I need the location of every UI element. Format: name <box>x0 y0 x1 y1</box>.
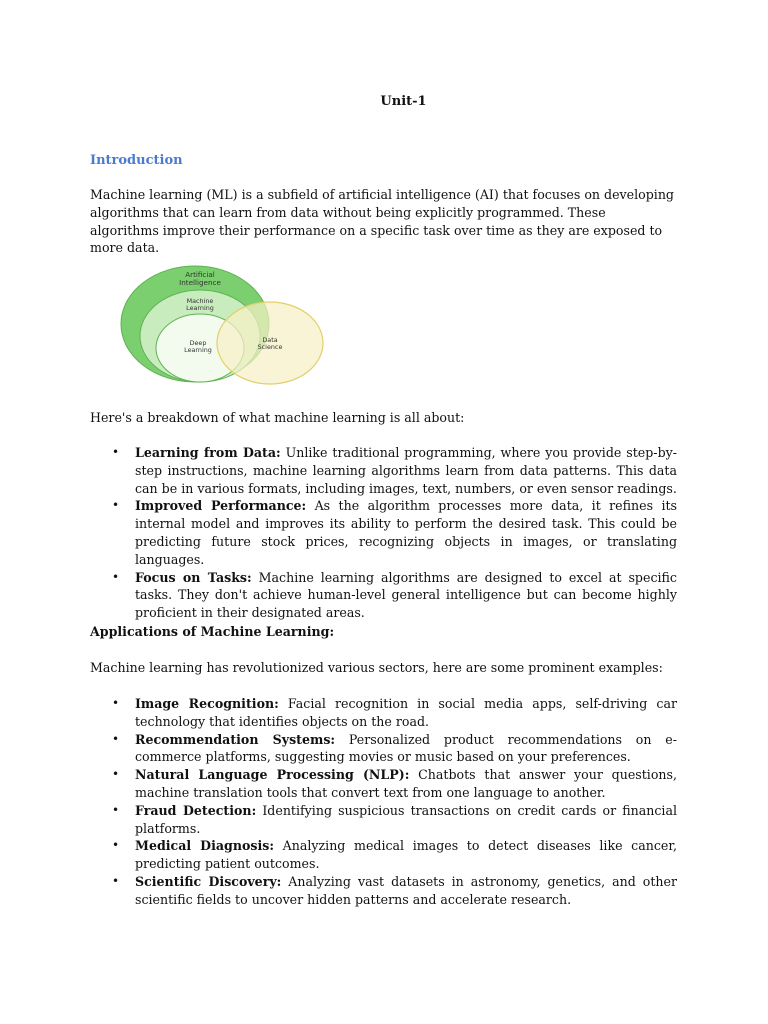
list-item-text: Unlike traditional programming, where you provide step-by-step instructions, machine learning algorithms learn from data patterns. This data can be in various formats, including images, text, numbers, or even sensor readings. <box>135 445 677 496</box>
ds-label-line1: Data <box>262 336 278 344</box>
bullet-icon: • <box>112 445 120 459</box>
list-item <box>90 837 677 873</box>
applications-intro: Machine learning has revolutionized various sectors, here are some prominent examples: <box>90 660 663 675</box>
list-item <box>90 569 677 622</box>
intro-paragraph: Machine learning (ML) is a subfield of artificial intelligence (AI) that focuses on developing algorithms that can learn from data without being explicitly programmed. These algorithms improve their performance on a specific task over time as they are exposed to more data. <box>90 187 674 256</box>
ml-label-line2: Learning <box>186 304 214 312</box>
breakdown-intro: Here's a breakdown of what machine learning is all about: <box>90 410 465 425</box>
list-item-term: Improved Performance: <box>135 498 307 514</box>
list-item-text: Personalized product recommendations on e-commerce platforms, suggesting movies or music based on your preferences. <box>135 731 677 765</box>
breakdown-list <box>90 444 677 622</box>
list-item-text: Facial recognition in social media apps, self-driving car technology that identifies objects on the road. <box>135 696 677 729</box>
list-item <box>90 444 677 497</box>
list-item-text: Chatbots that answer your questions, machine translation tools that convert text from one language to another. <box>135 767 677 800</box>
list-item-text: Analyzing vast datasets in astronomy, genetics, and other scientific fields to uncover hidden patterns and accelerate research. <box>135 873 678 907</box>
list-item-term: Scientific Discovery: <box>135 873 282 889</box>
bullet-icon: • <box>112 873 120 888</box>
list-item <box>90 873 677 909</box>
bullet-icon: • <box>112 498 120 513</box>
dl-label-line1: Deep <box>189 339 207 347</box>
ai-label-line2: Intelligence <box>179 278 221 287</box>
list-item <box>90 497 677 568</box>
list-item-term: Natural Language Processing (NLP): <box>135 767 410 783</box>
ds-label-line2: Science <box>257 343 283 351</box>
list-item-term: Recommendation Systems: <box>135 731 336 747</box>
list-item <box>90 731 677 767</box>
bullet-icon: • <box>112 802 120 817</box>
applications-heading: Applications of Machine Learning: <box>90 624 335 639</box>
list-item-term: Focus on Tasks: <box>135 569 252 585</box>
list-item <box>90 802 677 838</box>
applications-list <box>90 695 677 909</box>
list-item <box>90 766 677 802</box>
list-item-term: Medical Diagnosis: <box>135 838 275 854</box>
list-item-term: Learning from Data: <box>135 445 281 460</box>
list-item-text: Identifying suspicious transactions on credit cards or financial platforms. <box>135 802 677 836</box>
list-item-text: Analyzing medical images to detect diseases like cancer, predicting patient outcomes. <box>135 838 677 872</box>
page-title: Unit-1 <box>380 94 427 109</box>
ml-label-line1: Machine <box>186 297 214 305</box>
ai-label-line1: Artificial <box>185 270 215 279</box>
bullet-icon: • <box>112 569 120 584</box>
introduction-heading: Introduction <box>90 153 183 168</box>
list-item-term: Fraud Detection: <box>135 802 257 818</box>
dl-label-line2: Learning <box>184 346 212 354</box>
list-item <box>90 695 677 731</box>
list-item-term: Image Recognition: <box>135 696 279 711</box>
bullet-icon: • <box>112 838 120 853</box>
bullet-icon: • <box>112 767 120 782</box>
list-item-text: As the algorithm processes more data, it refines its internal model and improves its ability to perform the desired task. This could be predicting future stock prices, recognizing objects in images, or translating languages. <box>135 498 678 567</box>
bullet-icon: • <box>112 731 120 746</box>
list-item-text: Machine learning algorithms are designed to excel at specific tasks. They don't achieve human-level general intelligence but can become highly proficient in their designated areas. <box>135 569 677 621</box>
ml-venn-diagram <box>120 263 330 388</box>
bullet-icon: • <box>112 696 120 710</box>
